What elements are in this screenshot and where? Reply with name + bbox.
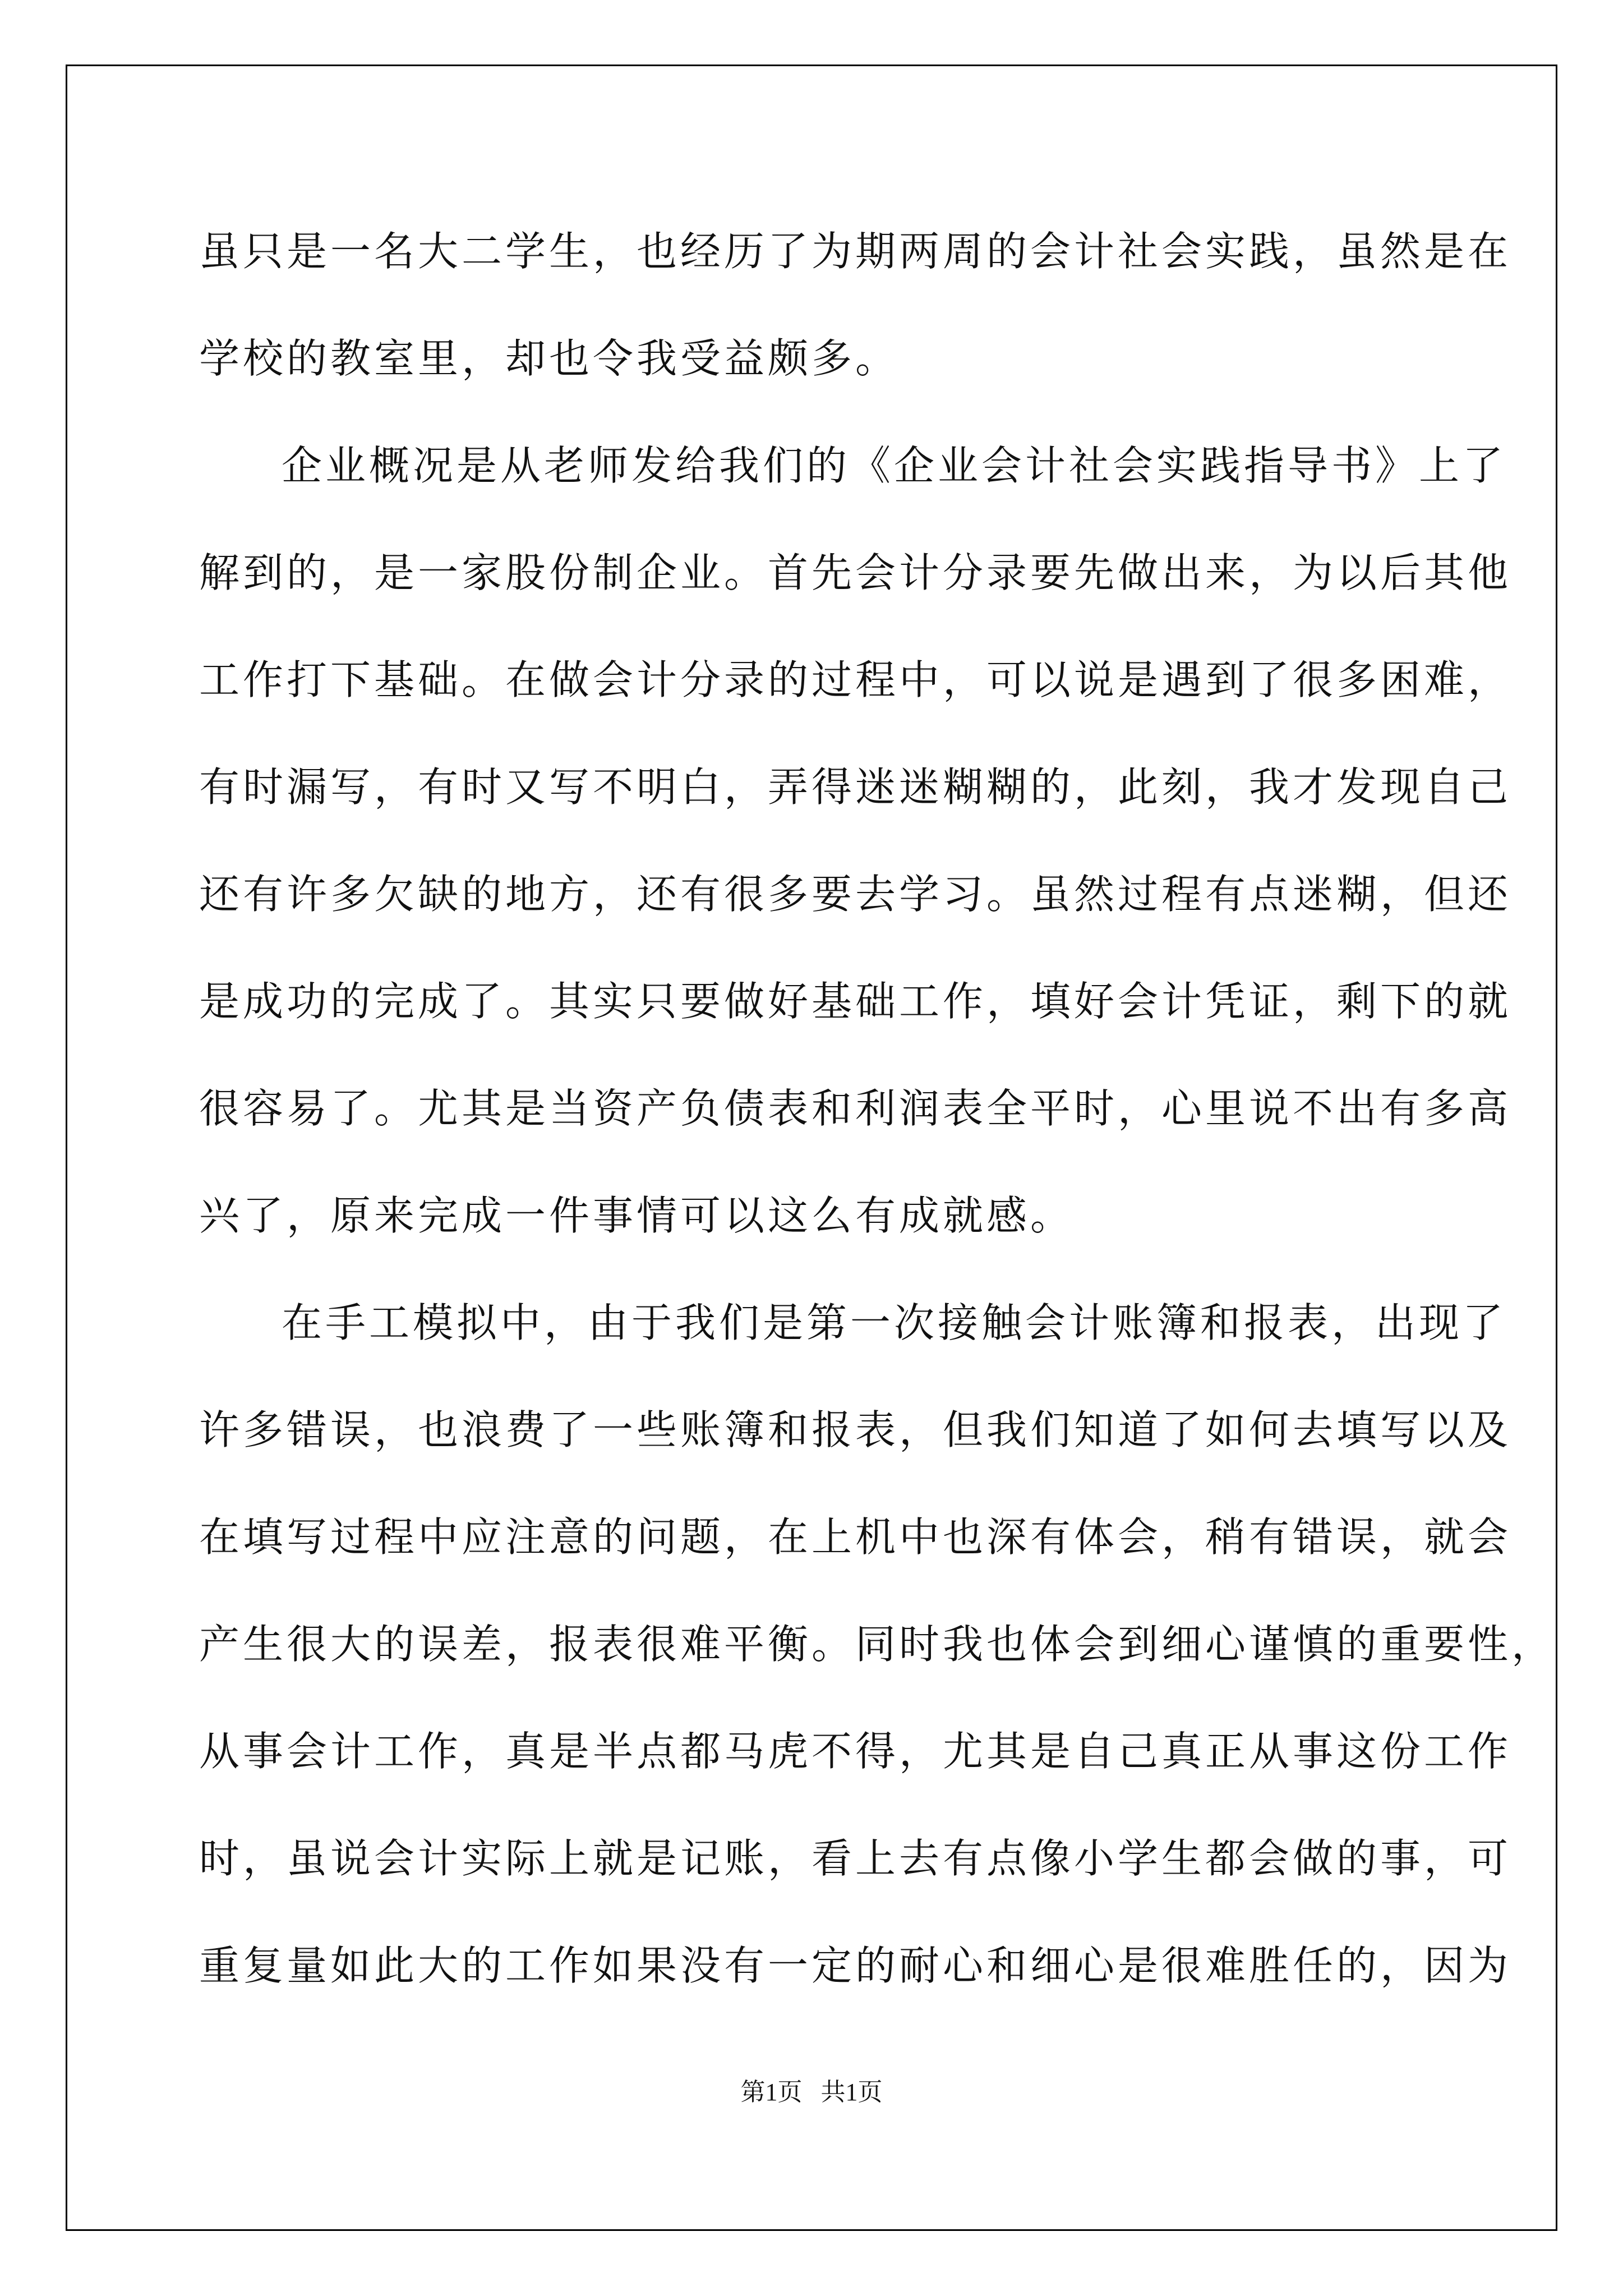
text-line: 是成功的完成了。其实只要做好基础工作，填好会计凭证，剩下的就 — [199, 978, 1512, 1025]
text-line: 有时漏写，有时又写不明白，弄得迷迷糊糊的，此刻，我才发现自己 — [199, 763, 1512, 811]
paragraph-start-line: 企业概况是从老师发给我们的《企业会计社会实践指导书》上了 — [282, 442, 1507, 489]
text-line: 很容易了。尤其是当资产负债表和利润表全平时，心里说不出有多高 — [199, 1085, 1512, 1132]
text-line: 虽只是一名大二学生，也经历了为期两周的会计社会实践，虽然是在 — [199, 228, 1512, 275]
text-line: 许多错误，也浪费了一些账簿和报表，但我们知道了如何去填写以及 — [199, 1406, 1512, 1453]
text-line: 重复量如此大的工作如果没有一定的耐心和细心是很难胜任的，因为 — [199, 1942, 1512, 1989]
text-line: 从事会计工作，真是半点都马虎不得，尤其是自己真正从事这份工作 — [199, 1728, 1512, 1775]
page-number-footer: 第1页 共1页 — [740, 2078, 883, 2106]
text-line: 兴了，原来完成一件事情可以这么有成就感。 — [199, 1192, 1075, 1239]
text-line: 还有许多欠缺的地方，还有很多要去学习。虽然过程有点迷糊，但还 — [199, 871, 1512, 918]
page-border — [66, 65, 1557, 2231]
text-line: 学校的教室里，却也令我受益颇多。 — [199, 335, 900, 382]
text-line: 解到的，是一家股份制企业。首先会计分录要先做出来，为以后其他 — [199, 549, 1512, 596]
text-line: 工作打下基础。在做会计分录的过程中，可以说是遇到了很多困难， — [199, 656, 1512, 703]
text-line: 在填写过程中应注意的问题，在上机中也深有体会，稍有错误，就会 — [199, 1513, 1512, 1561]
paragraph-start-line: 在手工模拟中，由于我们是第一次接触会计账簿和报表，出现了 — [282, 1299, 1507, 1346]
text-line: 产生很大的误差，报表很难平衡。同时我也体会到细心谨慎的重要性， — [199, 1621, 1556, 1668]
text-line: 时，虽说会计实际上就是记账，看上去有点像小学生都会做的事，可 — [199, 1835, 1512, 1882]
